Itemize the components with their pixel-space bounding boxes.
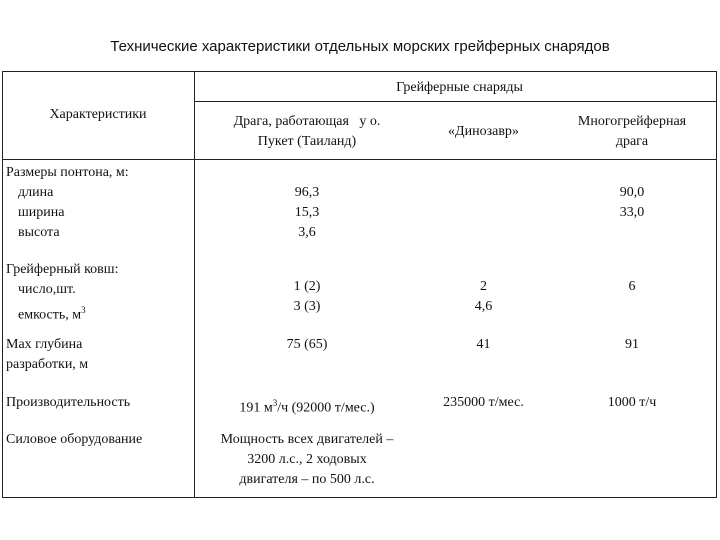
header-col-1-line-1: Драга, работающая у о. xyxy=(233,114,381,129)
row-pontoon-col-3 xyxy=(547,183,717,223)
row-productivity-col-1 xyxy=(194,393,420,419)
row-power-col-1 xyxy=(194,430,420,490)
row-grab-sub-2-text: емкость, м xyxy=(18,307,82,323)
row-pontoon-col-1 xyxy=(194,183,420,243)
row-pontoon-col-1-v2: 15,3 xyxy=(294,205,320,220)
row-depth-line-2: разработки, м xyxy=(6,357,89,372)
row-pontoon-sub-2: ширина xyxy=(18,205,65,220)
row-grab-title: Грейферный ковш: xyxy=(6,262,119,277)
row-productivity-col-1-sup: 3 xyxy=(272,398,278,408)
header-group-divider xyxy=(194,101,717,102)
header-col-3-line-1: Многогрейферная xyxy=(577,114,687,129)
row-pontoon-col-3-v1: 90,0 xyxy=(619,185,645,200)
row-grab-label xyxy=(6,260,194,326)
row-productivity-col-3: 1000 т/ч xyxy=(607,395,657,410)
row-depth-line-1: Max глубина xyxy=(6,337,83,352)
header-col-1 xyxy=(194,112,420,152)
row-pontoon-col-1-v1: 96,3 xyxy=(294,185,320,200)
row-power-label: Силовое оборудование xyxy=(6,432,143,447)
row-productivity-col-2: 235000 т/мес. xyxy=(443,395,524,410)
header-col-1-line-2: Пукет (Таиланд) xyxy=(257,134,357,149)
row-grab-col-2-v1: 2 xyxy=(480,279,487,294)
header-bottom-divider xyxy=(2,159,717,160)
specs-table xyxy=(2,71,717,498)
group-header: Грейферные снаряды xyxy=(396,80,523,95)
row-grab-sub-1: число,шт. xyxy=(18,282,76,297)
row-pontoon-col-1-v3: 3,6 xyxy=(298,225,316,240)
row-grab-col-2-v2: 4,6 xyxy=(474,299,493,314)
header-col-2-line-1: «Динозавр» xyxy=(448,124,519,139)
table-border-left xyxy=(2,71,3,498)
row-productivity-label: Производительность xyxy=(6,395,131,410)
header-col-3-line-2: драга xyxy=(615,134,649,149)
row-productivity-col-1-a: 191 м xyxy=(239,400,273,416)
table-border-top xyxy=(2,71,717,72)
row-pontoon-title: Размеры понтона, м: xyxy=(6,165,129,180)
header-col-3 xyxy=(547,112,717,152)
row-grab-col-1 xyxy=(194,277,420,317)
row-pontoon-label xyxy=(6,163,194,243)
header-col-2 xyxy=(420,122,547,142)
row-depth-col-2: 41 xyxy=(476,337,491,352)
row-depth-col-3: 91 xyxy=(625,337,639,352)
row-grab-col-1-v2: 3 (3) xyxy=(293,299,321,314)
table-border-bottom xyxy=(2,497,717,498)
row-depth-col-1: 75 (65) xyxy=(286,337,328,352)
row-grab-col-2 xyxy=(420,277,547,317)
row-grab-col-3: 6 xyxy=(628,279,636,294)
row-grab-sub-2-sup: 3 xyxy=(81,305,86,315)
row-depth-label xyxy=(6,335,194,375)
row-pontoon-sub-3: высота xyxy=(18,225,60,240)
row-power-col-1-line-1: Мощность всех двигателей – xyxy=(220,432,394,447)
page-title: Технические характеристики отдельных морских грейферных снарядов xyxy=(110,38,610,55)
row-pontoon-col-3-v2: 33,0 xyxy=(619,205,645,220)
row-pontoon-sub-1: длина xyxy=(18,185,54,200)
row-grab-sub-2 xyxy=(6,300,194,326)
row-power-col-1-line-3: двигателя – по 500 л.с. xyxy=(239,472,375,487)
row-power-col-1-line-2: 3200 л.с., 2 ходовых xyxy=(247,452,367,467)
row-grab-col-1-v1: 1 (2) xyxy=(293,279,321,294)
row-productivity-col-1-b: /ч (92000 т/мес.) xyxy=(277,400,375,416)
header-characteristics: Характеристики xyxy=(49,107,147,122)
